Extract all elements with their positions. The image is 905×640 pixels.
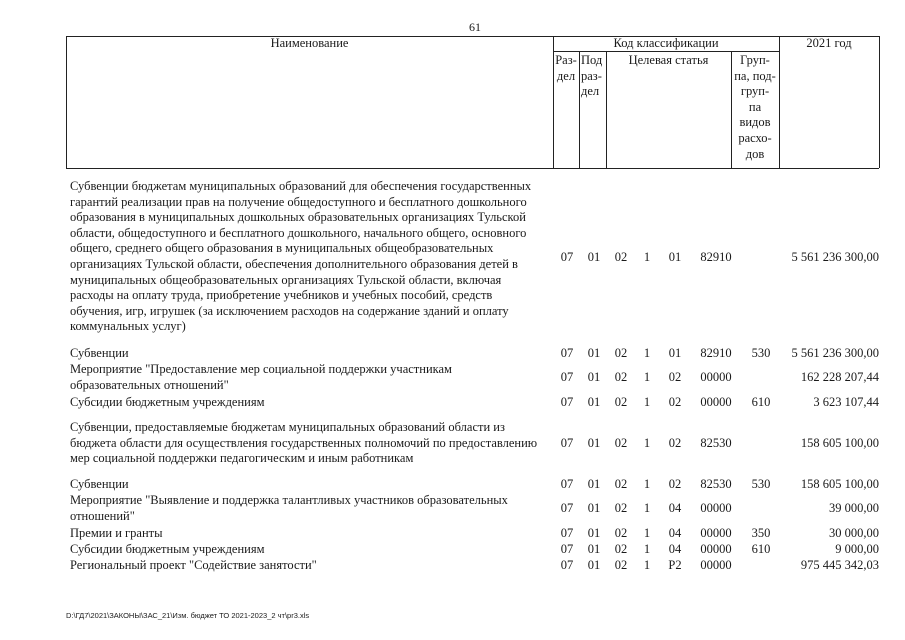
row-name: Мероприятие "Выявление и поддержка талантливых участников образовательных отношений" — [70, 493, 508, 523]
row-code-podrazdel: 01 — [587, 558, 601, 572]
row-code-group: 530 — [751, 346, 771, 360]
row-code-t1: 02 — [614, 370, 628, 384]
row-code-t1: 02 — [614, 436, 628, 450]
page-number: 61 — [469, 20, 481, 34]
row-name: Мероприятие "Предоставление мер социальной поддержки участникам образовательных отношений" — [70, 362, 452, 392]
row-code-t1: 02 — [614, 477, 628, 491]
row-code-t3: 02 — [668, 395, 682, 409]
row-code-razdel: 07 — [560, 558, 574, 572]
row-amount: 3 623 107,44 — [813, 395, 879, 409]
row-code-t2: 1 — [643, 250, 651, 264]
row-code-razdel: 07 — [560, 526, 574, 540]
row-code-razdel: 07 — [560, 250, 574, 264]
row-code-podrazdel: 01 — [587, 542, 601, 556]
row-code-razdel: 07 — [560, 477, 574, 491]
row-code-t2: 1 — [643, 501, 651, 515]
row-amount: 975 445 342,03 — [800, 558, 879, 572]
row-name: Субвенции — [70, 346, 129, 360]
row-amount: 5 561 236 300,00 — [791, 346, 879, 360]
header-bottom-border — [66, 168, 879, 169]
row-amount: 39 000,00 — [829, 501, 879, 515]
row-name: Субсидии бюджетным учреждениям — [70, 542, 265, 556]
row-code-podrazdel: 01 — [587, 346, 601, 360]
row-code-t1: 02 — [614, 501, 628, 515]
row-amount: 162 228 207,44 — [800, 370, 879, 384]
header-name: Наименование — [270, 36, 349, 50]
row-code-podrazdel: 01 — [587, 526, 601, 540]
row-code-t4: 82910 — [700, 250, 732, 264]
razdel-column-border — [579, 51, 580, 168]
header-target: Целевая статья — [628, 53, 709, 67]
row-code-t1: 02 — [614, 346, 628, 360]
row-code-razdel: 07 — [560, 542, 574, 556]
row-code-t1: 02 — [614, 558, 628, 572]
row-amount: 158 605 100,00 — [800, 436, 879, 450]
header-classification: Код классификации — [613, 36, 719, 50]
row-code-t2: 1 — [643, 477, 651, 491]
row-code-t4: 00000 — [700, 501, 732, 515]
row-code-t3: 04 — [668, 542, 682, 556]
classification-right-border — [779, 36, 780, 168]
row-code-t3: 02 — [668, 477, 682, 491]
row-code-t4: 00000 — [700, 395, 732, 409]
row-code-group: 530 — [751, 477, 771, 491]
row-code-t3: 04 — [668, 526, 682, 540]
row-amount: 9 000,00 — [835, 542, 879, 556]
row-code-t4: 82530 — [700, 436, 732, 450]
row-code-razdel: 07 — [560, 436, 574, 450]
row-code-t3: 01 — [668, 346, 682, 360]
row-name: Региональный проект "Содействие занятости" — [70, 558, 317, 572]
header-left-border — [66, 36, 67, 168]
header-right-border — [879, 36, 880, 168]
row-code-t3: 02 — [668, 436, 682, 450]
row-code-group: 350 — [751, 526, 771, 540]
row-code-t4: 00000 — [700, 558, 732, 572]
row-code-t2: 1 — [643, 395, 651, 409]
row-code-t4: 00000 — [700, 526, 732, 540]
row-code-podrazdel: 01 — [587, 250, 601, 264]
row-code-group: 610 — [751, 542, 771, 556]
row-code-razdel: 07 — [560, 370, 574, 384]
row-name: Субвенции — [70, 477, 129, 491]
row-code-t2: 1 — [643, 542, 651, 556]
row-code-t1: 02 — [614, 250, 628, 264]
row-code-razdel: 07 — [560, 501, 574, 515]
row-amount: 30 000,00 — [829, 526, 879, 540]
row-code-t4: 82910 — [700, 346, 732, 360]
row-code-t1: 02 — [614, 395, 628, 409]
row-code-t1: 02 — [614, 526, 628, 540]
row-code-podrazdel: 01 — [587, 395, 601, 409]
row-amount: 5 561 236 300,00 — [791, 250, 879, 264]
row-code-t2: 1 — [643, 436, 651, 450]
row-code-t3: 04 — [668, 501, 682, 515]
row-code-podrazdel: 01 — [587, 370, 601, 384]
row-code-t2: 1 — [643, 526, 651, 540]
row-code-t2: 1 — [643, 370, 651, 384]
row-code-t3: P2 — [668, 558, 682, 572]
row-name: Премии и гранты — [70, 526, 163, 540]
row-code-t4: 00000 — [700, 370, 732, 384]
row-code-podrazdel: 01 — [587, 501, 601, 515]
row-code-podrazdel: 01 — [587, 477, 601, 491]
header-razdel: Раз- дел — [555, 53, 577, 83]
row-code-razdel: 07 — [560, 395, 574, 409]
row-name: Субвенции бюджетам муниципальных образований для обеспечения государственных гарантий реализации прав на получение общедоступного и бесплатного дошкольного образования в муниципальных дошкольных образовательных организациях Тульской области, общедоступного и бесплатного дошкольного, начального общего, основного общего, среднего общего образования в муниципальных общеобразовательных организациях Тульской области, обеспечения дополнительного образования детей в муниципальных общеобразовательных организациях Тульской области, включая расходы на оплату труда, приобретение учебников и учебных пособий, средств обучения, игр, игрушек (за исключением расходов на содержание зданий и оплату коммунальных услуг) — [70, 179, 532, 334]
row-amount: 158 605 100,00 — [800, 477, 879, 491]
footer-file-path: D:\ГД7\2021\ЗАКОНЫ\ЗАС_21\Изм. бюджет ТО 2021-2023_2 чт\pr3.xls — [66, 611, 310, 620]
row-name: Субвенции, предоставляемые бюджетам муниципальных образований области из бюджета области для осуществления государственных полномочий по предоставлению мер социальной поддержки педагогическим и иным работникам — [70, 420, 538, 466]
row-code-t4: 00000 — [700, 542, 732, 556]
row-code-razdel: 07 — [560, 346, 574, 360]
row-code-t1: 02 — [614, 542, 628, 556]
row-code-t4: 82530 — [700, 477, 732, 491]
row-code-t2: 1 — [643, 558, 651, 572]
row-name: Субсидии бюджетным учреждениям — [70, 395, 265, 409]
row-code-t3: 02 — [668, 370, 682, 384]
row-code-t2: 1 — [643, 346, 651, 360]
row-code-podrazdel: 01 — [587, 436, 601, 450]
header-group: Груп- па, под- груп- па видов расхо- дов — [734, 53, 776, 161]
row-code-group: 610 — [751, 395, 771, 409]
header-year: 2021 год — [806, 36, 852, 50]
row-code-t3: 01 — [668, 250, 682, 264]
